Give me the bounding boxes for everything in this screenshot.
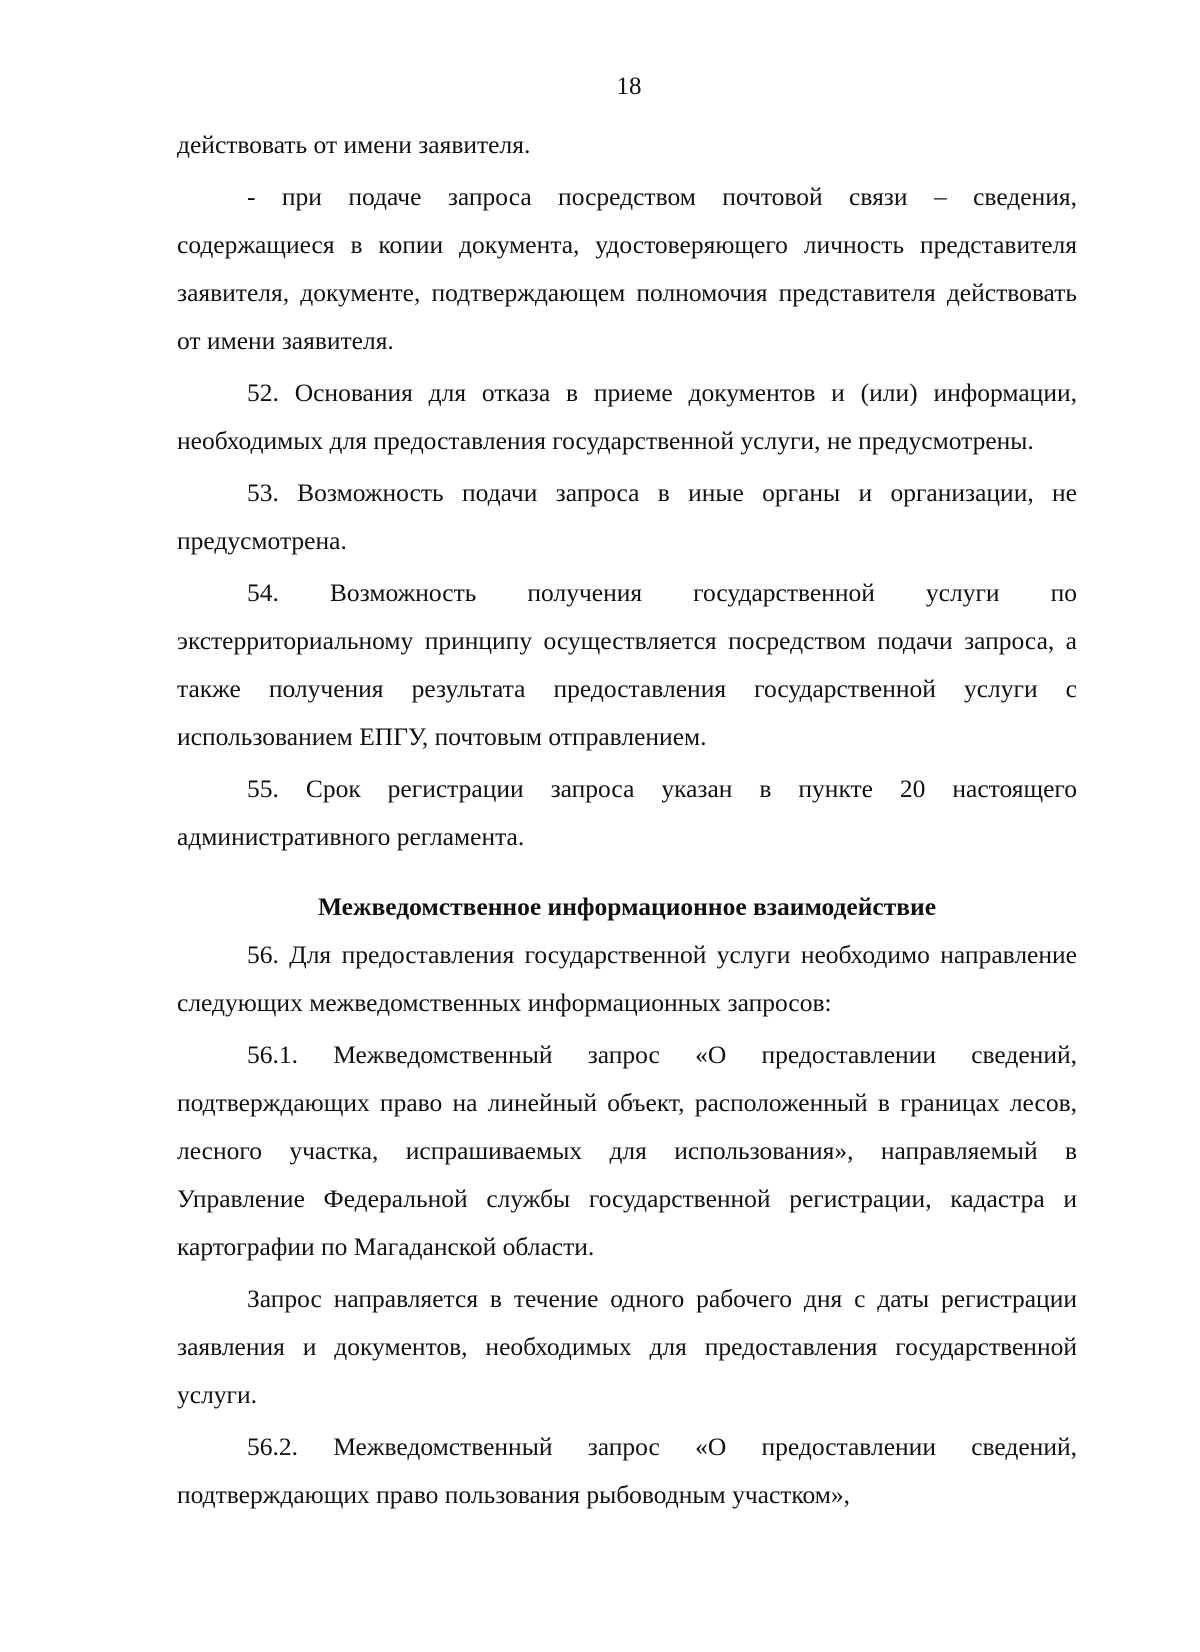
page-number: 18 [616,73,642,100]
paragraph-55: 55. Срок регистрации запроса указан в пункте 20 настоящего административного регламента. [177,774,1077,851]
paragraph-continuation: действовать от имени заявителя. [177,130,531,159]
paragraph-52: 52. Основания для отказа в приеме документов и (или) информации, необходимых для предоставления государственной услуги, не предусмотрены. [177,378,1077,455]
section-heading: Межведомственное информационное взаимодействие [317,892,937,921]
paragraph-56-2: 56.2. Межведомственный запрос «О предоставлении сведений, подтверждающих право пользования рыбоводным участком», [177,1432,1077,1509]
paragraph-56-1: 56.1. Межведомственный запрос «О предоставлении сведений, подтверждающих право на линейный объект, расположенный в границах лесов, лесного участка, испрашиваемых для использования», направляемый в Управление Федеральной службы государственной регистрации, кадастра и картографии по Магаданской области. [177,1040,1077,1261]
paragraph-56: 56. Для предоставления государственной услуги необходимо направление следующих межведомственных информационных запросов: [177,940,1077,1017]
document-body [177,121,1077,1519]
paragraph-53: 53. Возможность подачи запроса в иные органы и организации, не предусмотрена. [177,478,1077,555]
paragraph-postal-request: - при подаче запроса посредством почтовой связи – сведения, содержащиеся в копии документа, удостоверяющего личность представителя заявителя, документе, подтверждающем полномочия представителя действовать от имени заявителя. [177,182,1077,355]
paragraph-54: 54. Возможность получения государственной услуги по экстерриториальному принципу осуществляется посредством подачи запроса, а также получения результата предоставления государственной услуги с использованием ЕПГУ, почтовым отправлением. [177,578,1077,751]
paragraph-request-timing: Запрос направляется в течение одного рабочего дня с даты регистрации заявления и документов, необходимых для предоставления государственной услуги. [177,1284,1077,1409]
